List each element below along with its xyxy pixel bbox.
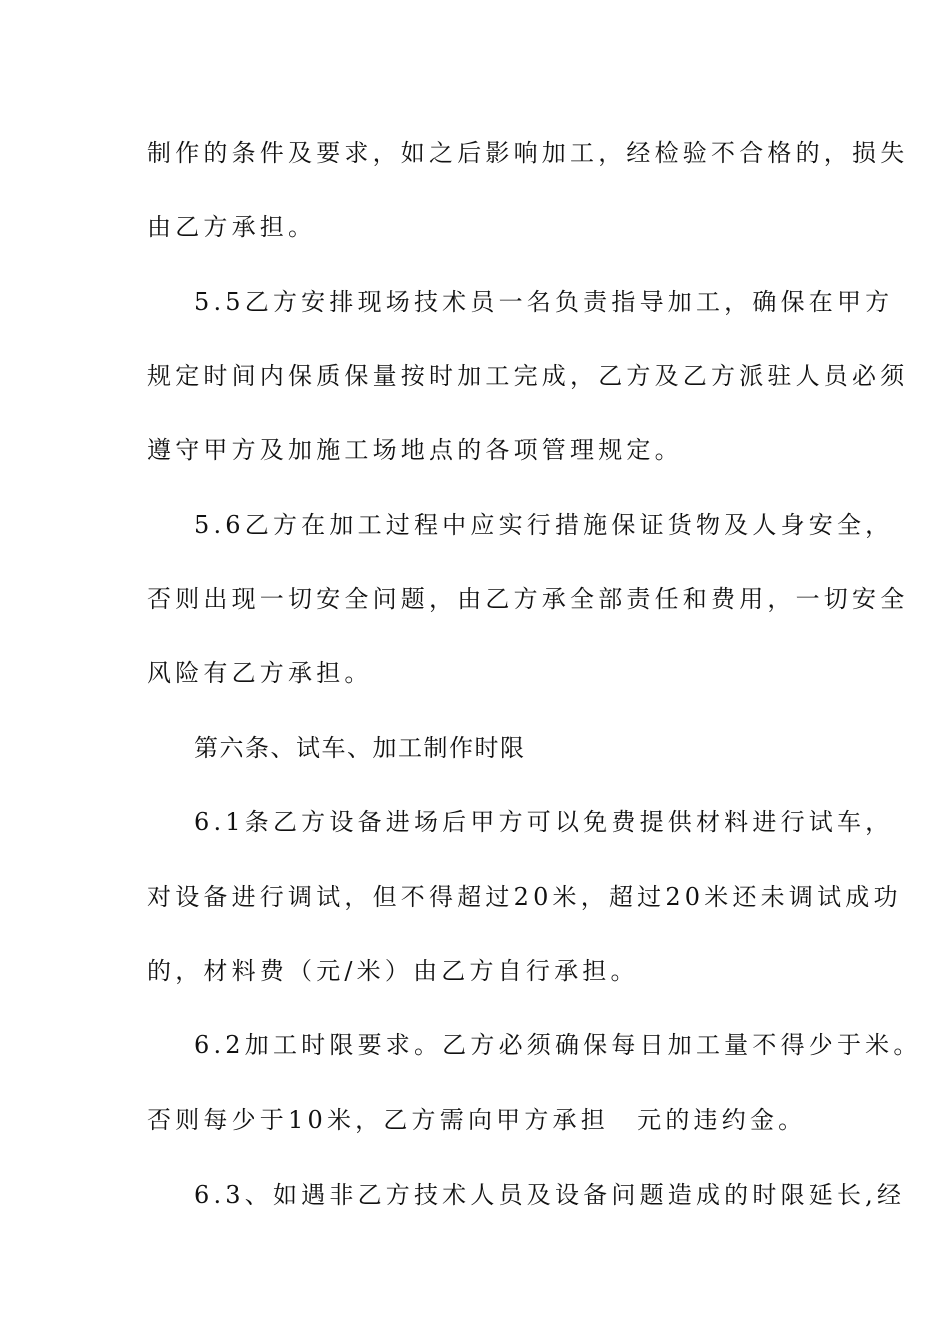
clause-5-5-line: 5.5乙方安排现场技术员一名负责指导加工，确保在甲方 <box>194 288 894 316</box>
paragraph-line: 遵守甲方及加施工场地点的各项管理规定。 <box>147 436 683 464</box>
paragraph-line: 风险有乙方承担。 <box>147 659 373 687</box>
clause-6-1-line: 6.1条乙方设备进场后甲方可以免费提供材料进行试车， <box>194 808 894 836</box>
paragraph-line: 制作的条件及要求，如之后影响加工，经检验不合格的，损失 <box>147 139 909 167</box>
paragraph-line: 否则出现一切安全问题，由乙方承全部责任和费用，一切安全 <box>147 585 909 613</box>
paragraph-line: 对设备进行调试，但不得超过20米，超过20米还未调试成功 <box>147 883 902 911</box>
clause-6-2-line: 6.2加工时限要求。乙方必须确保每日加工量不得少于米。 <box>194 1031 922 1059</box>
clause-5-6-line: 5.6乙方在加工过程中应实行措施保证货物及人身安全， <box>194 511 894 539</box>
paragraph-line: 由乙方承担。 <box>147 213 317 241</box>
paragraph-line: 规定时间内保质保量按时加工完成，乙方及乙方派驻人员必须 <box>147 362 909 390</box>
clause-6-3-line: 6.3、如遇非乙方技术人员及设备问题造成的时限延长,经 <box>194 1181 906 1209</box>
paragraph-line: 否则每少于10米，乙方需向甲方承担 元的违约金。 <box>147 1106 807 1134</box>
article-6-heading: 第六条、试车、加工制作时限 <box>194 734 526 762</box>
paragraph-line: 的，材料费（元/米）由乙方自行承担。 <box>147 957 639 985</box>
